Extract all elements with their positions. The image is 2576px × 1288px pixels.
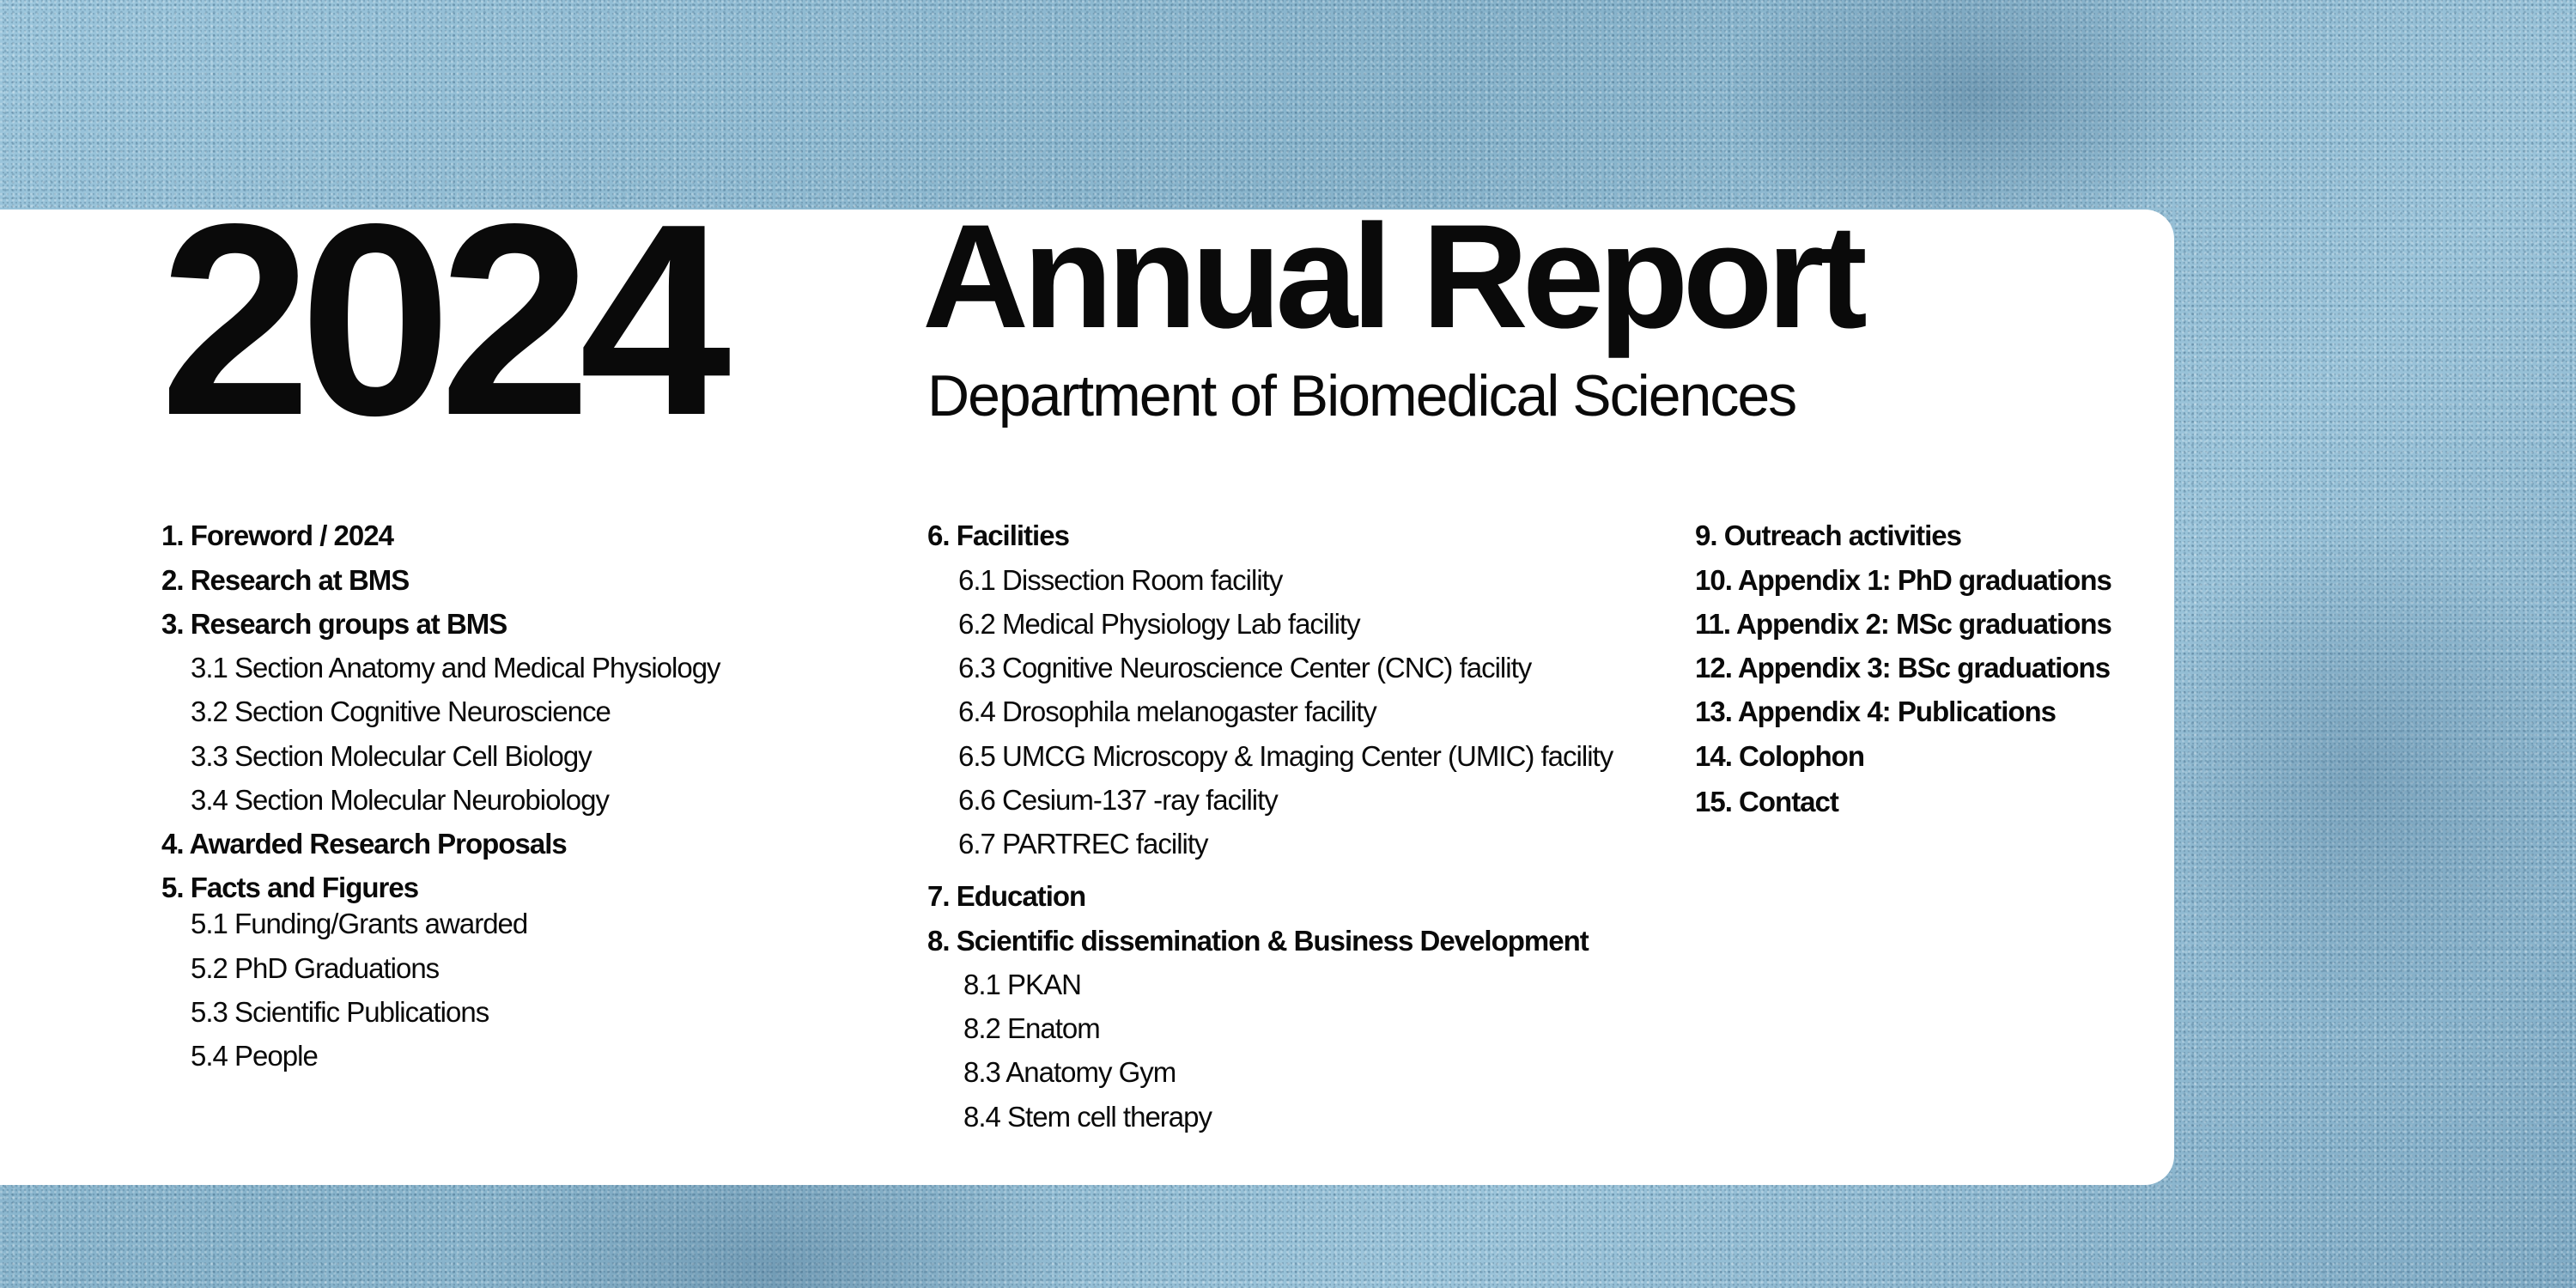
toc-item[interactable]: 12. Appendix 3: BSc graduations xyxy=(1695,652,2111,683)
toc-item[interactable]: 13. Appendix 4: Publications xyxy=(1695,696,2057,727)
report-year: 2024 xyxy=(160,167,720,472)
toc-item[interactable]: 4. Awarded Research Proposals xyxy=(161,828,567,860)
toc-subitem[interactable]: 8.1 PKAN xyxy=(963,969,1081,1000)
toc-subitem[interactable]: 6.5 UMCG Microscopy & Imaging Center (UMIC) facility xyxy=(958,740,1613,772)
toc-item[interactable]: 2. Research at BMS xyxy=(161,564,410,596)
toc-item[interactable]: 6. Facilities xyxy=(927,519,1069,551)
toc-subitem[interactable]: 6.4 Drosophila melanogaster facility xyxy=(958,696,1376,727)
toc-subitem[interactable]: 5.1 Funding/Grants awarded xyxy=(191,908,528,939)
toc-subitem[interactable]: 8.4 Stem cell therapy xyxy=(963,1101,1212,1133)
toc-subitem[interactable]: 6.3 Cognitive Neuroscience Center (CNC) facility xyxy=(958,652,1532,683)
toc-subitem[interactable]: 8.2 Enatom xyxy=(963,1012,1100,1044)
toc-subitem[interactable]: 3.2 Section Cognitive Neuroscience xyxy=(191,696,611,727)
toc-item[interactable]: 1. Foreword / 2024 xyxy=(161,519,393,551)
toc-item[interactable]: 14. Colophon xyxy=(1695,740,1864,772)
toc-column-2 xyxy=(927,0,1700,1288)
toc-item[interactable]: 15. Contact xyxy=(1695,786,1838,817)
toc-column-1 xyxy=(161,0,934,1288)
toc-subitem[interactable]: 6.2 Medical Physiology Lab facility xyxy=(958,608,1360,640)
toc-item[interactable]: 9. Outreach activities xyxy=(1695,519,1961,551)
toc-subitem[interactable]: 6.7 PARTREC facility xyxy=(958,828,1208,860)
toc-item[interactable]: 3. Research groups at BMS xyxy=(161,608,507,640)
toc-item[interactable]: 11. Appendix 2: MSc graduations xyxy=(1695,608,2111,640)
toc-column-3 xyxy=(1695,0,2159,1288)
toc-item[interactable]: 10. Appendix 1: PhD graduations xyxy=(1695,564,2111,596)
toc-item[interactable]: 5. Facts and Figures xyxy=(161,872,419,903)
report-title: Annual Report xyxy=(922,194,1862,359)
toc-subitem[interactable]: 5.3 Scientific Publications xyxy=(191,996,489,1028)
department-name: Department of Biomedical Sciences xyxy=(927,363,1796,428)
toc-subitem[interactable]: 3.4 Section Molecular Neurobiology xyxy=(191,784,609,816)
toc-subitem[interactable]: 3.1 Section Anatomy and Medical Physiology xyxy=(191,652,720,683)
toc-subitem[interactable]: 8.3 Anatomy Gym xyxy=(963,1056,1176,1088)
toc-subitem[interactable]: 3.3 Section Molecular Cell Biology xyxy=(191,740,592,772)
toc-subitem[interactable]: 5.4 People xyxy=(191,1040,318,1072)
toc-subitem[interactable]: 6.1 Dissection Room facility xyxy=(958,564,1283,596)
toc-item[interactable]: 8. Scientific dissemination & Business Development xyxy=(927,925,1589,957)
toc-item[interactable]: 7. Education xyxy=(927,880,1086,912)
toc-subitem[interactable]: 5.2 PhD Graduations xyxy=(191,952,440,984)
toc-subitem[interactable]: 6.6 Cesium-137 -ray facility xyxy=(958,784,1278,816)
